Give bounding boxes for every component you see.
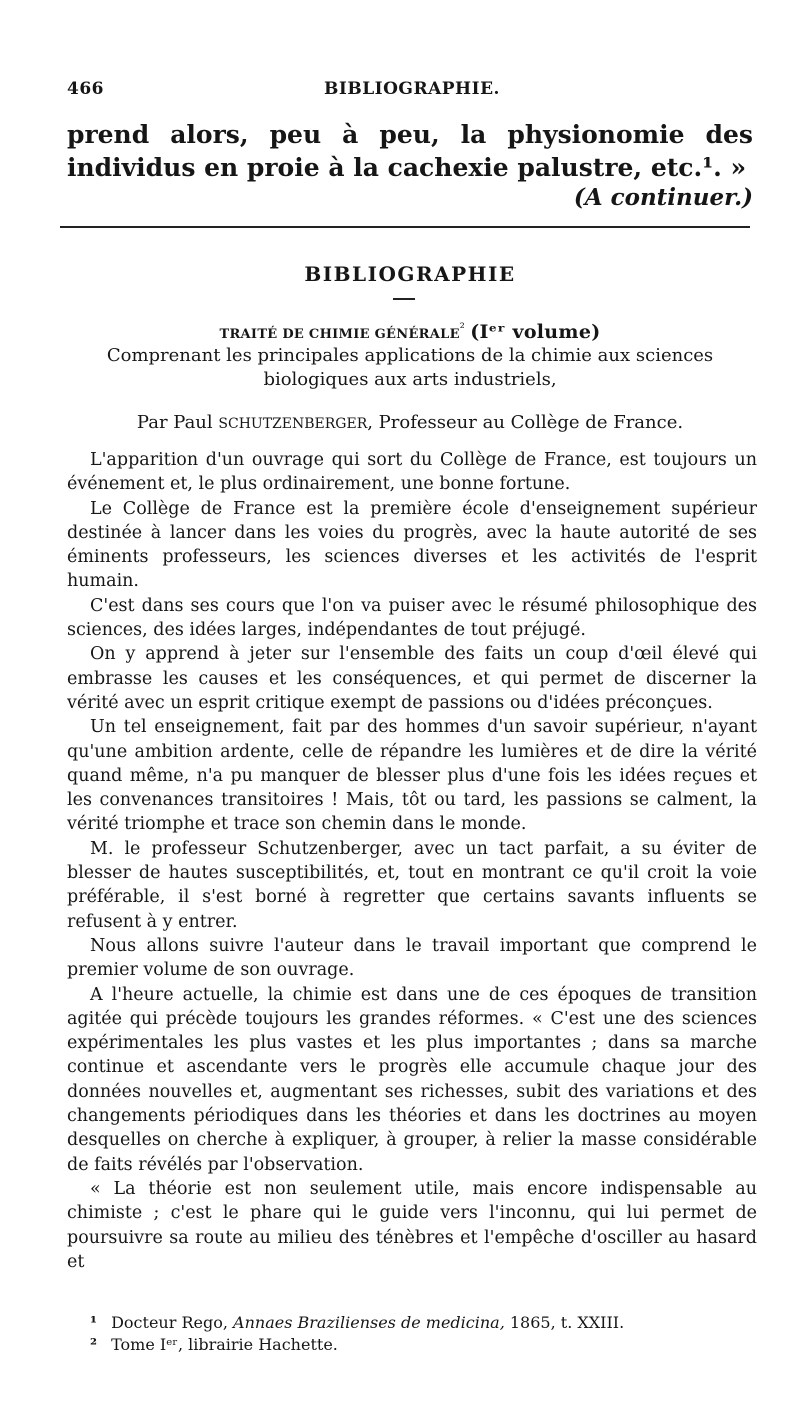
paragraph: L'apparition d'un ouvrage qui sort du Collège de France, est toujours un événement et, le plus ordinairement, une bonne fortune. (67, 450, 757, 495)
footnote-text: Docteur Rego, (111, 1313, 228, 1332)
footnote-mark: ² (90, 1335, 98, 1354)
page-number: 466 (67, 79, 104, 99)
paragraph: « La théorie est non seulement utile, mais encore indispensable au chimiste ; c'est le phare qui le guide vers l'inconnu, qui lui permet de poursuivre sa route au milieu des ténèbres et l'empêche d'osciller au hasard et (67, 1178, 757, 1272)
work-title-prefix: TRAITÉ DE CHIMIE GÉNÉRALE (219, 327, 460, 342)
author-prefix: Par Paul (136, 412, 213, 433)
footnote-ref: 1865, t. XXIII. (509, 1313, 625, 1332)
footnote-journal: Annaes Brazilienses de medicina, (233, 1313, 505, 1332)
author-name: SCHUTZENBERGER (218, 416, 368, 432)
footnote-2 (90, 1334, 750, 1356)
section-divider (60, 226, 750, 228)
section-title: BIBLIOGRAPHIE (304, 262, 516, 286)
author-line (67, 412, 753, 433)
paragraph: Le Collège de France est la première école d'enseignement supérieur destinée à lancer dans les voies du progrès, avec la haute autorité de ses éminents professeurs, les sciences diverses et les activités de l'esprit humain. (67, 498, 757, 592)
paragraph: On y apprend à jeter sur l'ensemble des faits un coup d'œil élevé qui embrasse les causes et les conséquences, et qui permet de discerner la vérité avec un esprit critique exempt de passions ou d'idées préconçues. (67, 644, 757, 713)
paragraph: Nous allons suivre l'auteur dans le travail important que comprend le premier volume de son ouvrage. (67, 935, 757, 981)
article-body (67, 448, 757, 1274)
footnote-1 (90, 1312, 750, 1334)
continue-note (67, 184, 753, 211)
author-suffix: , Professeur au Collège de France. (367, 412, 684, 433)
paragraph: C'est dans ses cours que l'on va puiser avec le résumé philosophique des sciences, des idées larges, indépendantes de tout préjugé. (67, 595, 757, 641)
footnote-mark: ¹ (90, 1313, 98, 1332)
title-dash (393, 298, 415, 300)
paragraph: A l'heure actuelle, la chimie est dans une de ces époques de transition agitée qui précède toujours les grandes réformes. « C'est une des sciences expérimentales les plus vastes et les plus importantes ; dans sa marche continue et ascendante vers le progrès elle accumule chaque jour des données nouvelles et, augmentant ses richesses, subit des variations et des changements périodiques dans les théories et dans les doctrines au moyen desquelles on cherche à expliquer, à grouper, à relier la masse considérable de faits révélés par l'observation. (67, 984, 757, 1175)
running-head (67, 79, 757, 103)
work-title (67, 320, 753, 343)
carryover-text: prend alors, peu à peu, la physionomie des individus en proie à la cachexie palustre, etc.¹. » (67, 120, 753, 182)
paragraph: M. le professeur Schutzenberger, avec un tact parfait, a su éviter de blesser de hautes susceptibilités, et, tout en montrant ce qu'il croit la voie préférable, il s'est borné à regretter que certains savants influents se refusent à y entrer. (67, 838, 757, 932)
running-title: BIBLIOGRAPHIE. (324, 79, 500, 99)
continue-label: (A continuer.) (573, 184, 753, 211)
work-title-volume: (Iᵉʳ volume) (470, 321, 601, 343)
footnotes (90, 1312, 750, 1356)
work-title-footnote-mark: ² (459, 320, 466, 335)
paragraph: Un tel enseignement, fait par des hommes d'un savoir supérieur, n'ayant qu'une ambition ardente, celle de répandre les lumières et de dire la vérité quand même, n'a pu manquer de blesser plus d'une fois les idées reçues et les convenances transitoires ! Mais, tôt ou tard, les passions se calment, la vérité triomphe et trace son chemin dans le monde. (67, 717, 757, 835)
work-subtitle: Comprenant les principales applications de la chimie aux sciences biologiques aux arts industriels, (106, 345, 714, 390)
footnote-text: Tome Iᵉʳ, librairie Hachette. (111, 1335, 338, 1354)
